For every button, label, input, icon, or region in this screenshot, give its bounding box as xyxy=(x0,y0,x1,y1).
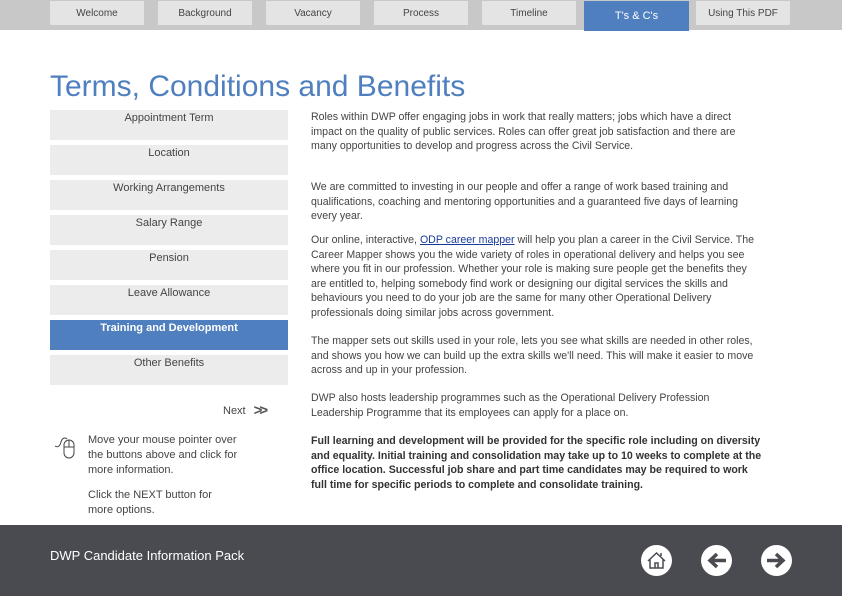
tab-timeline[interactable]: Timeline xyxy=(482,1,576,25)
mouse-icon xyxy=(54,434,80,462)
arrow-left-icon xyxy=(701,545,732,576)
tab-welcome[interactable]: Welcome xyxy=(50,1,144,25)
back-button[interactable] xyxy=(701,545,732,576)
page-title: Terms, Conditions and Benefits xyxy=(50,70,466,103)
footer xyxy=(0,525,842,596)
menu-location[interactable]: Location xyxy=(50,145,288,175)
menu-working-arrangements[interactable]: Working Arrangements xyxy=(50,180,288,210)
menu-pension[interactable]: Pension xyxy=(50,250,288,280)
paragraph-full-training: Full learning and development will be provided for the specific role including on diversity and equality. Initial training and consolidation may take up to 10 weeks to complete at the office location. Successful job share and part time candidates may be required to work full time for specific periods to complete and consolidate training. xyxy=(311,435,762,491)
home-button[interactable] xyxy=(641,545,672,576)
menu-other-benefits[interactable]: Other Benefits xyxy=(50,355,288,385)
paragraph-mapper-skills: The mapper sets out skills used in your role, lets you see what skills are needed in other roles, and shows you how we can build up the extra skills we'll need. This will make it easier to move across and up in your profession. xyxy=(311,335,754,376)
odp-career-mapper-link[interactable]: ODP career mapper xyxy=(419,234,515,246)
forward-button[interactable] xyxy=(761,545,792,576)
paragraph-leadership: DWP also hosts leadership programmes such as the Operational Delivery Profession Leadership Programme that its employees can apply for a place on. xyxy=(311,392,710,419)
menu-leave-allowance[interactable]: Leave Allowance xyxy=(50,285,288,315)
paragraph-roles: Roles within DWP offer engaging jobs in work that really matters; jobs which have a direct impact on the quality of public services. Roles can offer great job satisfaction and there are many opportunities to develop and progress across the Civil Service. xyxy=(311,111,736,152)
text: Our online, interactive, xyxy=(311,234,420,246)
menu-appointment-term[interactable]: Appointment Term xyxy=(50,110,288,140)
double-chevron-right-icon: >> xyxy=(253,402,266,419)
tab-ts-and-cs[interactable]: T's & C's xyxy=(584,1,689,31)
top-nav xyxy=(0,0,842,30)
next-button[interactable] xyxy=(223,402,265,419)
tab-vacancy[interactable]: Vacancy xyxy=(266,1,360,25)
help-text-next: Click the NEXT button for more options. xyxy=(88,489,212,516)
help-text-mouse: Move your mouse pointer over the buttons above and click for more information. xyxy=(88,434,238,476)
tab-using-this-pdf[interactable]: Using This PDF xyxy=(696,1,790,25)
menu-training-and-development[interactable]: Training and Development xyxy=(50,320,288,350)
footer-title: DWP Candidate Information Pack xyxy=(50,548,245,563)
menu-salary-range[interactable]: Salary Range xyxy=(50,215,288,245)
next-label: Next xyxy=(223,404,246,417)
text: will help you plan a career in the Civil Service. The Career Mapper shows you the wide variety of roles in operational delivery and helps you see where you fit in our profession. Whether your role is making sure people get the benefits they are entitled to, helping somebody find work or designing our digital services the skills and behaviours you need to do your job are the same for many other Operational Delivery professionals doing similar jobs across government. xyxy=(311,234,755,319)
arrow-right-icon xyxy=(761,545,792,576)
home-icon xyxy=(641,545,672,576)
tab-process[interactable]: Process xyxy=(374,1,468,25)
tab-background[interactable]: Background xyxy=(158,1,252,25)
paragraph-career-mapper xyxy=(311,233,761,320)
paragraph-investing: We are committed to investing in our people and offer a range of work based training and qualifications, coaching and mentoring opportunities and a guaranteed five days of learning every year. xyxy=(311,181,738,222)
